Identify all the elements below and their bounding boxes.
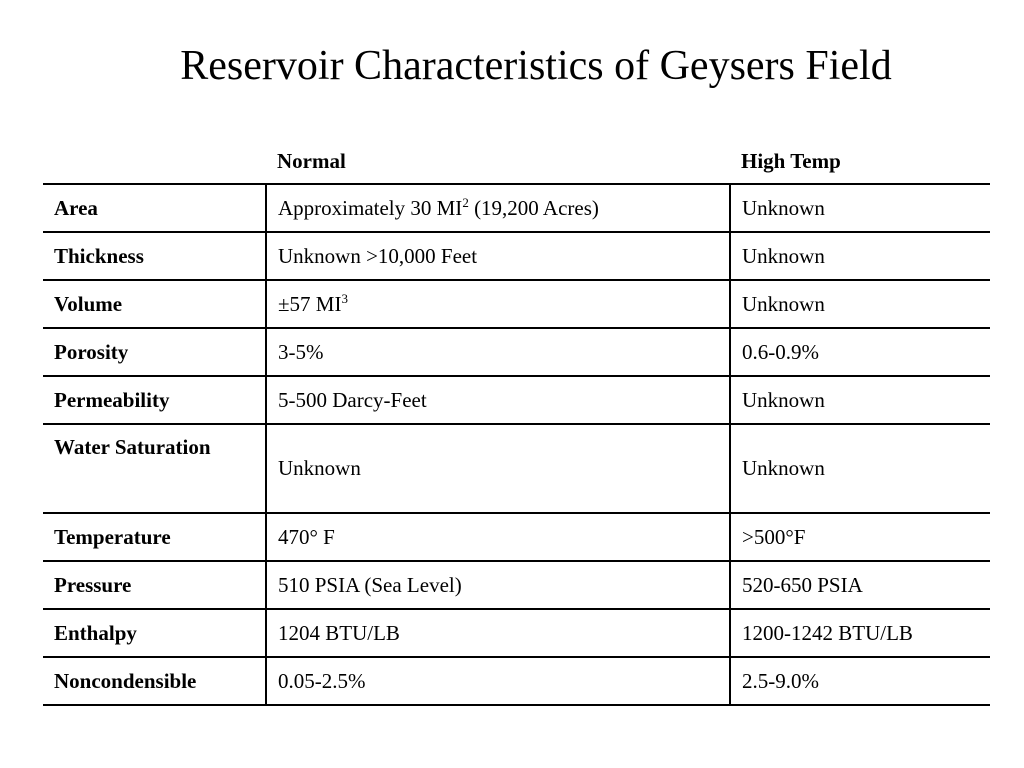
row-label: Area (43, 184, 266, 232)
high-temp-value: Unknown (730, 184, 990, 232)
row-label: Porosity (43, 328, 266, 376)
normal-value: 0.05-2.5% (266, 657, 730, 705)
table-row (43, 513, 990, 561)
table-row (43, 328, 990, 376)
row-label: Water Saturation (43, 424, 266, 513)
normal-value: 1204 BTU/LB (266, 609, 730, 657)
normal-value (266, 280, 730, 328)
normal-value: 5-500 Darcy-Feet (266, 376, 730, 424)
high-temp-value: 2.5-9.0% (730, 657, 990, 705)
high-temp-value: Unknown (730, 424, 990, 513)
normal-value: 510 PSIA (Sea Level) (266, 561, 730, 609)
high-temp-value: 0.6-0.9% (730, 328, 990, 376)
table-row (43, 232, 990, 280)
normal-value-tail: (19,200 Acres) (468, 195, 599, 220)
table-row (43, 609, 990, 657)
slide-title: Reservoir Characteristics of Geysers Field (180, 43, 892, 89)
normal-value-text: Approximately 30 MI (278, 195, 463, 220)
row-label: Noncondensible (43, 657, 266, 705)
high-temp-value: 520-650 PSIA (730, 561, 990, 609)
table-row (43, 376, 990, 424)
normal-value: Unknown >10,000 Feet (266, 232, 730, 280)
table-header-row (43, 140, 990, 184)
reservoir-table (43, 140, 990, 706)
high-temp-value: Unknown (730, 376, 990, 424)
high-temp-value: Unknown (730, 280, 990, 328)
header-normal: Normal (277, 149, 346, 173)
row-label: Volume (43, 280, 266, 328)
high-temp-value: 1200-1242 BTU/LB (730, 609, 990, 657)
superscript: 3 (341, 290, 348, 306)
row-label: Permeability (43, 376, 266, 424)
row-label: Pressure (43, 561, 266, 609)
header-high-temp: High Temp (741, 149, 841, 173)
table-row (43, 657, 990, 705)
high-temp-value: >500°F (730, 513, 990, 561)
normal-value: 470° F (266, 513, 730, 561)
table-row (43, 561, 990, 609)
high-temp-value: Unknown (730, 232, 990, 280)
row-label: Enthalpy (43, 609, 266, 657)
header-empty (43, 140, 266, 184)
row-label: Thickness (43, 232, 266, 280)
row-label: Temperature (43, 513, 266, 561)
normal-value (266, 184, 730, 232)
normal-value: 3-5% (266, 328, 730, 376)
superscript: 2 (462, 194, 469, 210)
table-row (43, 280, 990, 328)
normal-value: Unknown (266, 424, 730, 513)
normal-value-text: ±57 MI (278, 291, 342, 316)
table-row (43, 184, 990, 232)
table-row (43, 424, 990, 513)
